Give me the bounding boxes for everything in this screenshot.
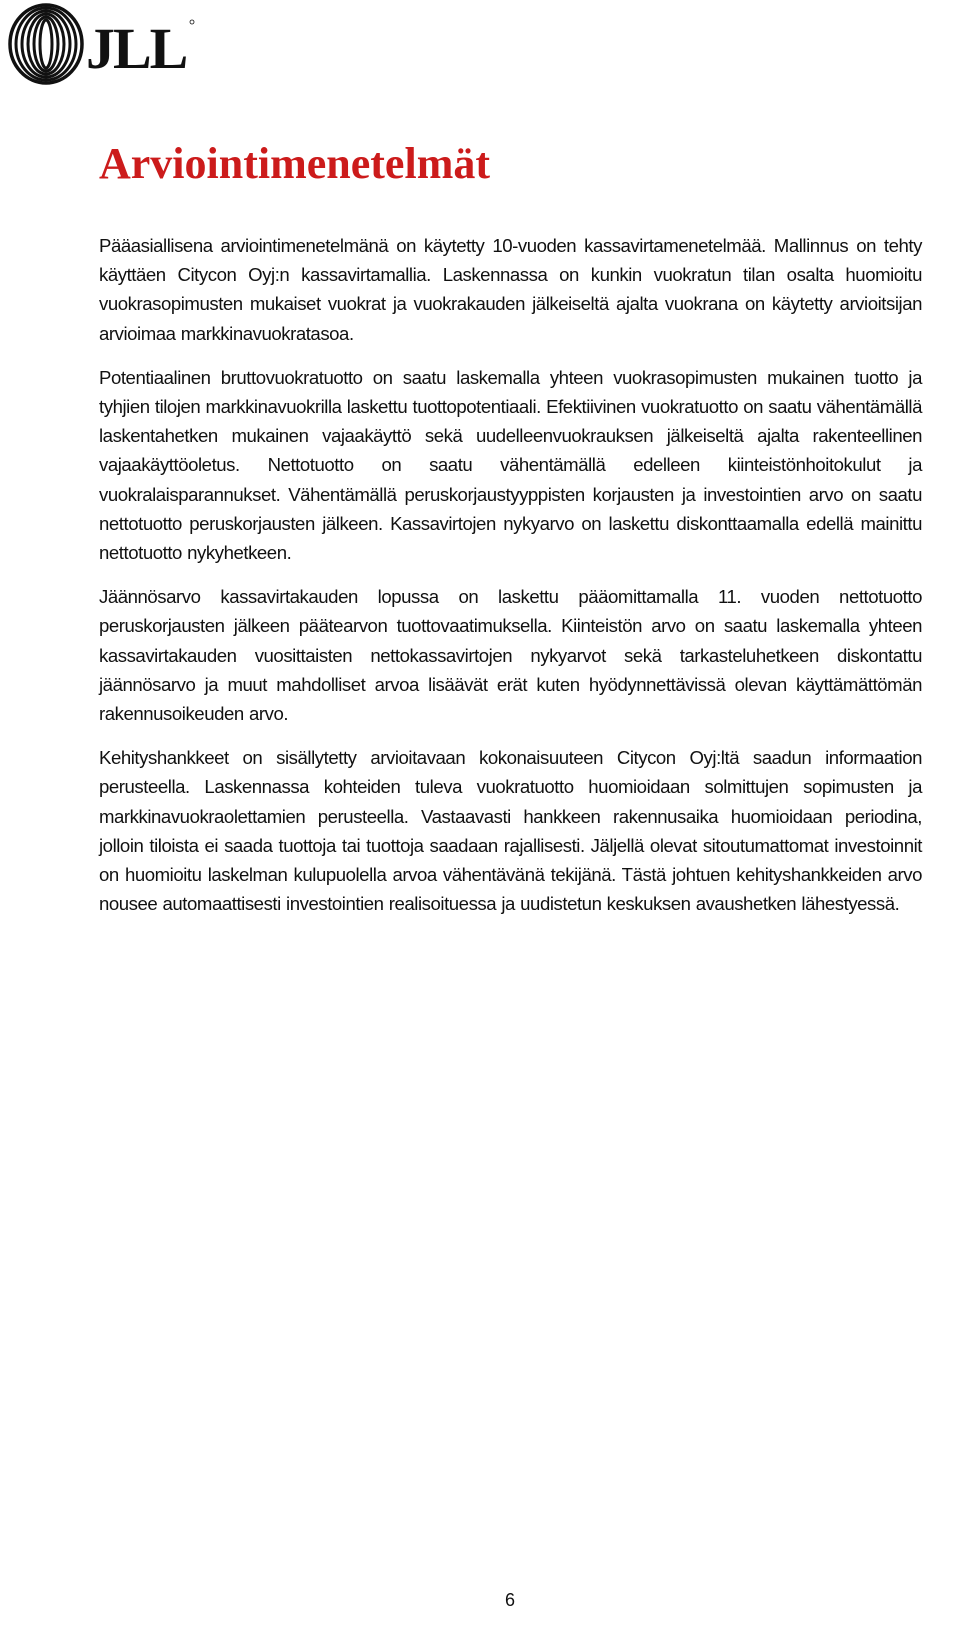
page-number: 6 <box>504 1590 515 1610</box>
page-title: Arviointimenetelmät <box>99 139 490 188</box>
paragraph-development-projects: Kehityshankkeet on sisällytetty arvioitavaan kokonaisuuteen Citycon Oyj:ltä saadun informaation perusteella. Laskennassa kohteiden tuleva vuokratuotto huomioidaan solmittujen sopimusten ja markkinavuokraolettamien perusteella. Vastaavasti hankkeen rakennusaika huomioidaan periodina, jolloin tiloista ei saada tuottoja tai tuottoja saadaan rajallisesti. Jäljellä olevat sitoutumattomat investoinnit on huomioitu laskelman kulupuolella arvoa vähentävänä tekijänä. Tästä johtuen kehityshankkeiden arvo nousee automaattisesti investointien realisoituessa ja uudistetun keskuksen avaushetken lähestyessä. <box>99 747 922 915</box>
jll-logo-text: JLL <box>86 16 187 81</box>
jll-rings-logo-icon <box>6 2 196 86</box>
paragraph-residual-value: Jäännösarvo kassavirtakauden lopussa on laskettu pääomittamalla 11. vuoden nettotuotto peruskorjausten jälkeen päätearvon tuottovaatimuksella. Kiinteistön arvo on saatu laskemalla yhteen kassavirtakauden vuosittaisten nettokassavirtojen nykyarvot sekä tarkasteluhetkeen diskontattu jäännösarvo ja muut mahdolliset arvoa lisäävät erät kuten hyödynnettävissä olevan käyttämättömän rakennusoikeuden arvo. <box>99 586 922 725</box>
paragraph-rental-income: Potentiaalinen bruttovuokratuotto on saatu laskemalla yhteen vuokrasopimusten mukainen tuotto ja tyhjien tilojen markkinavuokrilla laskettu tuottopotentiaali. Efektiivinen vuokratuotto on saatu vähentämällä laskentahetken mukainen vajaakäyttö sekä uudelleenvuokrauksen jälkeiseltä ajalta rakenteellinen vajaakäyttöoletus. Nettotuotto on saatu vähentämällä edelleen kiinteistönhoitokulut ja vuokralaisparannukset. Vähentämällä peruskorjaustyyppisten korjausten ja investointien arvo on saatu nettotuotto peruskorjausten jälkeen. Kassavirtojen nykyarvo on laskettu diskonttaamalla edellä mainittu nettotuotto nykyhetkeen. <box>99 366 922 564</box>
paragraph-valuation-method: Pääasiallisena arviointimenetelmänä on käytetty 10-vuoden kassavirtamenetelmää. Mallinnus on tehty käyttäen Citycon Oyj:n kassavirtamallia. Laskennassa on kunkin vuokratun tilan osalta huomioitu vuokrasopimusten mukaiset vuokrat ja vuokrakauden jälkeiseltä ajalta vuokrana on käytetty arvioitsijan arvioimaa markkinavuokratasoa. <box>99 235 922 344</box>
jll-logo <box>6 2 196 86</box>
document-body <box>99 231 922 933</box>
